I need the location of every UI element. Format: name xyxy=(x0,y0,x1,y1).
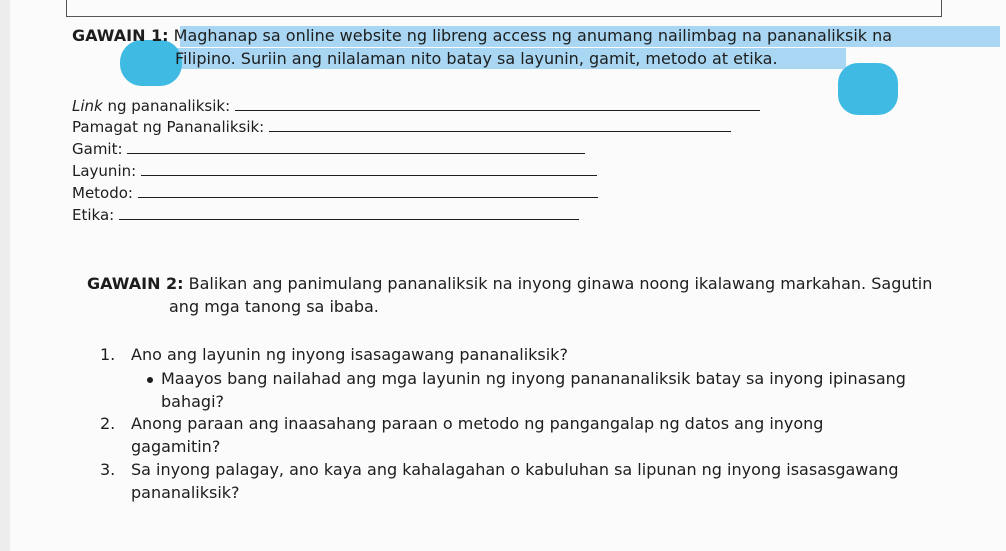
task1-heading: GAWAIN 1: xyxy=(72,26,169,45)
subquestion-line-2: bahagi? xyxy=(161,392,224,411)
task2-line-1 xyxy=(87,274,932,294)
question-3-number: 3. xyxy=(100,460,116,479)
task1-line-2: Filipino. Suriin ang nilalaman nito batay sa layunin, gamit, metodo at etika. xyxy=(175,49,778,68)
question-1-text: Ano ang layunin ng inyong isasagawang pananaliksik? xyxy=(131,345,568,364)
link-label-rest: ng pananaliksik: xyxy=(102,97,231,115)
pamagat-label: Pamagat ng Pananaliksik: xyxy=(72,118,265,136)
etika-answer-line[interactable] xyxy=(119,205,579,220)
metodo-answer-line[interactable] xyxy=(138,183,598,198)
bullet-dot xyxy=(147,377,153,383)
subquestion-line-1: Maayos bang nailahad ang mga layunin ng inyong panananaliksik batay sa inyong ipinasang xyxy=(161,369,906,388)
layunin-answer-line[interactable] xyxy=(141,161,597,176)
metodo-field xyxy=(72,183,598,203)
etika-field xyxy=(72,205,579,225)
pamagat-field xyxy=(72,117,731,137)
question-1-number: 1. xyxy=(100,345,116,364)
task1-line-1 xyxy=(72,26,892,46)
marker-blob-right xyxy=(838,63,898,115)
top-box-border xyxy=(66,0,942,17)
link-answer-line[interactable] xyxy=(235,96,760,111)
layunin-field xyxy=(72,161,597,181)
etika-label: Etika: xyxy=(72,206,115,224)
pamagat-answer-line[interactable] xyxy=(269,117,731,132)
question-2-number: 2. xyxy=(100,414,116,433)
question-3-text-1: Sa inyong palagay, ano kaya ang kahalagahan o kabuluhan sa lipunan ng inyong isasasgawang xyxy=(131,460,899,479)
question-2-text-1: Anong paraan ang inaasahang paraan o metodo ng pangangalap ng datos ang inyong xyxy=(131,414,824,433)
gamit-label: Gamit: xyxy=(72,140,123,158)
task2-text-1: Balikan ang panimulang pananaliksik na inyong ginawa noong ikalawang markahan. Sagutin xyxy=(183,274,933,293)
left-margin-strip xyxy=(0,0,10,551)
link-label-italic: Link xyxy=(72,97,103,115)
metodo-label: Metodo: xyxy=(72,184,133,202)
question-2-text-2: gagamitin? xyxy=(131,437,221,456)
gamit-answer-line[interactable] xyxy=(127,139,585,154)
task2-heading: GAWAIN 2: xyxy=(87,274,184,293)
marker-blob-left xyxy=(120,40,182,86)
layunin-label: Layunin: xyxy=(72,162,137,180)
question-3-text-2: pananaliksik? xyxy=(131,483,240,502)
task1-text-1: Maghanap sa online website ng libreng access ng anumang nailimbag na pananaliksik na xyxy=(173,26,893,45)
link-field xyxy=(72,96,760,116)
task2-line-2: ang mga tanong sa ibaba. xyxy=(169,297,379,316)
gamit-field xyxy=(72,139,585,159)
